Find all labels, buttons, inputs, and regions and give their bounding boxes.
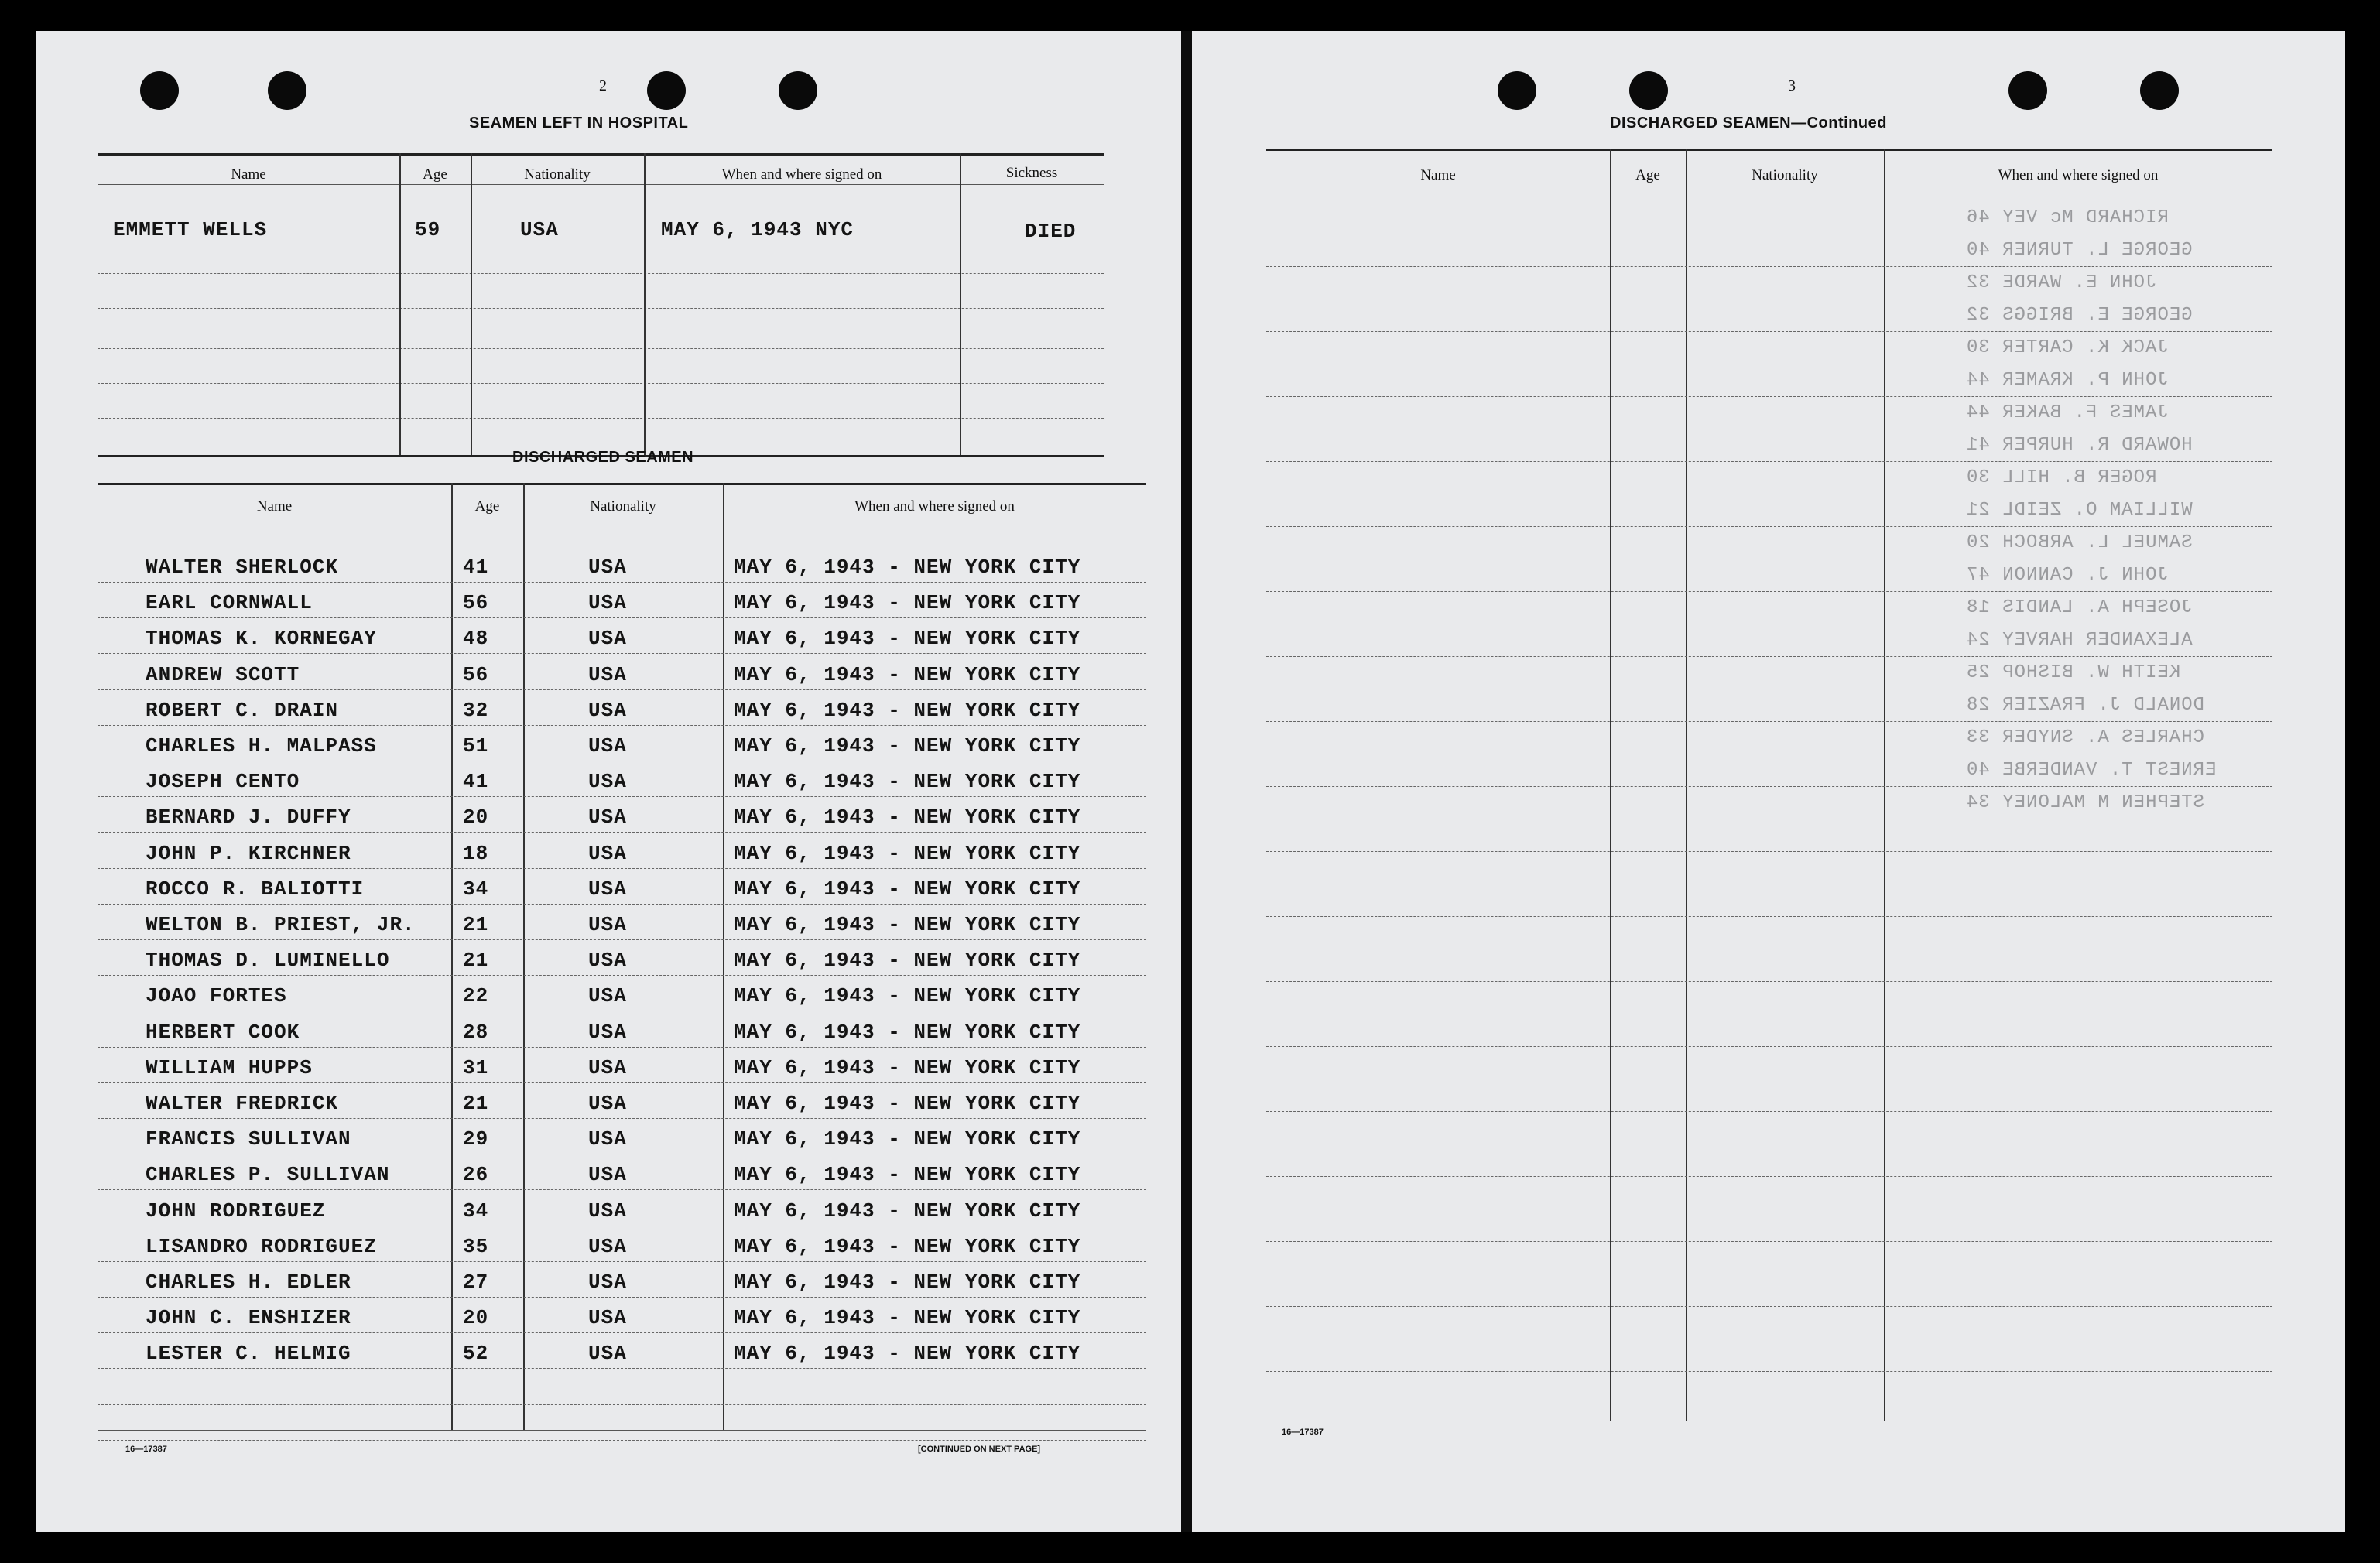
row-line bbox=[98, 689, 1146, 690]
punch-hole bbox=[1498, 71, 1536, 110]
seaman-name: EARL CORNWALL bbox=[146, 591, 313, 614]
bleed-through-line: SAMUEL L. ARBOCH 20 bbox=[1966, 532, 2193, 553]
col-divider bbox=[723, 483, 724, 1430]
seaman-nationality: USA bbox=[588, 1306, 627, 1329]
row-line bbox=[1266, 786, 2272, 787]
seaman-signed-on: MAY 6, 1943 - NEW YORK CITY bbox=[734, 1306, 1081, 1329]
seaman-signed-on: MAY 6, 1943 - NEW YORK CITY bbox=[734, 627, 1081, 650]
bleed-through-line: JACK K. CARTER 30 bbox=[1966, 337, 2169, 358]
punch-hole bbox=[268, 71, 306, 110]
seaman-age: 41 bbox=[463, 770, 489, 793]
col-divider bbox=[1884, 149, 1885, 1421]
bleed-through-line: ALEXANDER HARVEY 24 bbox=[1966, 630, 2193, 651]
row-line bbox=[98, 273, 1104, 274]
col-divider bbox=[523, 483, 525, 1430]
row-line bbox=[98, 1047, 1146, 1048]
seaman-name: BERNARD J. DUFFY bbox=[146, 805, 351, 829]
continued-section-title bbox=[1610, 115, 1887, 132]
right-page bbox=[1192, 31, 2345, 1532]
seaman-nationality: USA bbox=[588, 1056, 627, 1079]
table-rule bbox=[98, 483, 1146, 485]
row-line bbox=[98, 1440, 1146, 1441]
title-main: DISCHARGED SEAMEN bbox=[1610, 115, 1792, 132]
seaman-age: 56 bbox=[463, 663, 489, 686]
row-line bbox=[1266, 1176, 2272, 1177]
seaman-signed-on: MAY 6, 1943 - NEW YORK CITY bbox=[734, 805, 1081, 829]
seaman-name: JOHN C. ENSHIZER bbox=[146, 1306, 351, 1329]
row-line bbox=[1266, 1111, 2272, 1112]
col-header-nationality: Nationality bbox=[1752, 167, 1818, 183]
seaman-nationality: USA bbox=[588, 663, 627, 686]
seaman-signed-on: MAY 6, 1943 - NEW YORK CITY bbox=[734, 734, 1081, 758]
seaman-age: 41 bbox=[463, 556, 489, 579]
seaman-nationality: USA bbox=[588, 842, 627, 865]
col-divider bbox=[644, 153, 646, 455]
col-divider bbox=[1610, 149, 1611, 1421]
seaman-signed-on: MAY 6, 1943 - NEW YORK CITY bbox=[734, 842, 1081, 865]
row-line bbox=[98, 582, 1146, 583]
bleed-through-line: DONALD J. FRAZIER 28 bbox=[1966, 695, 2205, 716]
seaman-age: 21 bbox=[463, 949, 489, 972]
row-line bbox=[98, 308, 1104, 309]
seaman-nationality: USA bbox=[588, 1163, 627, 1186]
bleed-through-line: STEPHEN M MALONEY 34 bbox=[1966, 792, 2205, 813]
bleed-through-line: CHARLES A. SNYDER 33 bbox=[1966, 727, 2205, 748]
bleed-through-line: JOSEPH A. LANDIS 18 bbox=[1966, 597, 2193, 618]
row-line bbox=[98, 939, 1146, 940]
seaman-age: 21 bbox=[463, 1092, 489, 1115]
seaman-age: 22 bbox=[463, 984, 489, 1007]
seaman-nationality: USA bbox=[588, 913, 627, 936]
hospital-age: 59 bbox=[415, 218, 441, 241]
seaman-age: 48 bbox=[463, 627, 489, 650]
row-line bbox=[98, 1297, 1146, 1298]
seaman-name: ANDREW SCOTT bbox=[146, 663, 300, 686]
discharged-section-title: DISCHARGED SEAMEN bbox=[512, 449, 694, 466]
col-header-sickness: Sickness bbox=[1005, 165, 1058, 181]
row-line bbox=[98, 975, 1146, 976]
seaman-signed-on: MAY 6, 1943 - NEW YORK CITY bbox=[734, 591, 1081, 614]
punch-hole bbox=[2140, 71, 2179, 110]
col-header-signed-on: When and where signed on bbox=[854, 498, 1015, 515]
punch-hole bbox=[140, 71, 179, 110]
seaman-signed-on: MAY 6, 1943 - NEW YORK CITY bbox=[734, 663, 1081, 686]
row-line bbox=[1266, 981, 2272, 982]
row-line bbox=[98, 1189, 1146, 1190]
col-header-name: Name bbox=[1420, 167, 1456, 183]
row-line bbox=[98, 832, 1146, 833]
seaman-age: 27 bbox=[463, 1271, 489, 1294]
seaman-name: THOMAS K. KORNEGAY bbox=[146, 627, 377, 650]
seaman-age: 34 bbox=[463, 1199, 489, 1223]
punch-hole bbox=[647, 71, 686, 110]
seaman-nationality: USA bbox=[588, 556, 627, 579]
bleed-through-line: KEITH W. BISHOP 25 bbox=[1966, 662, 2181, 683]
seaman-age: 31 bbox=[463, 1056, 489, 1079]
row-line bbox=[98, 796, 1146, 797]
seaman-nationality: USA bbox=[588, 1342, 627, 1365]
seaman-age: 34 bbox=[463, 877, 489, 901]
seaman-signed-on: MAY 6, 1943 - NEW YORK CITY bbox=[734, 1021, 1081, 1044]
seaman-name: CHARLES P. SULLIVAN bbox=[146, 1163, 390, 1186]
row-line bbox=[1266, 591, 2272, 592]
col-header-age: Age bbox=[423, 166, 447, 183]
table-rule bbox=[98, 1430, 1146, 1431]
seaman-name: JOSEPH CENTO bbox=[146, 770, 300, 793]
seaman-signed-on: MAY 6, 1943 - NEW YORK CITY bbox=[734, 1199, 1081, 1223]
row-line bbox=[1266, 721, 2272, 722]
bleed-through-line: JOHN P. KRAMER 44 bbox=[1966, 370, 2169, 391]
seaman-signed-on: MAY 6, 1943 - NEW YORK CITY bbox=[734, 1342, 1081, 1365]
row-line bbox=[98, 1368, 1146, 1369]
row-line bbox=[98, 1332, 1146, 1333]
seaman-name: ROCCO R. BALIOTTI bbox=[146, 877, 365, 901]
seaman-name: LISANDRO RODRIGUEZ bbox=[146, 1235, 377, 1258]
seaman-signed-on: MAY 6, 1943 - NEW YORK CITY bbox=[734, 949, 1081, 972]
row-line bbox=[1266, 1046, 2272, 1047]
bleed-through-line: RICHARD Mc VEY 46 bbox=[1966, 207, 2169, 228]
row-line bbox=[1266, 1371, 2272, 1372]
seaman-nationality: USA bbox=[588, 699, 627, 722]
seaman-name: THOMAS D. LUMINELLO bbox=[146, 949, 390, 972]
col-header-name: Name bbox=[256, 498, 293, 515]
seaman-age: 29 bbox=[463, 1127, 489, 1151]
seaman-name: WALTER SHERLOCK bbox=[146, 556, 339, 579]
form-number: 16—17387 bbox=[1282, 1428, 1324, 1437]
seaman-nationality: USA bbox=[588, 1127, 627, 1151]
row-line bbox=[1266, 916, 2272, 917]
seaman-nationality: USA bbox=[588, 949, 627, 972]
page-number: 3 bbox=[1788, 77, 1796, 94]
row-line bbox=[98, 1082, 1146, 1083]
row-line bbox=[98, 653, 1146, 654]
punch-hole bbox=[779, 71, 817, 110]
hospital-section-title: SEAMEN LEFT IN HOSPITAL bbox=[469, 115, 689, 132]
hospital-name: EMMETT WELLS bbox=[113, 218, 268, 241]
seaman-signed-on: MAY 6, 1943 - NEW YORK CITY bbox=[734, 1056, 1081, 1079]
bleed-through-line: WILLIAM O. ZEIDL 21 bbox=[1966, 500, 2193, 521]
seaman-name: HERBERT COOK bbox=[146, 1021, 300, 1044]
seaman-age: 56 bbox=[463, 591, 489, 614]
seaman-signed-on: MAY 6, 1943 - NEW YORK CITY bbox=[734, 699, 1081, 722]
col-header-age: Age bbox=[1635, 167, 1660, 183]
seaman-age: 18 bbox=[463, 842, 489, 865]
hospital-signed-on: MAY 6, 1943 NYC bbox=[661, 218, 854, 241]
seaman-nationality: USA bbox=[588, 877, 627, 901]
bleed-through-line: HOWARD R. HURPER 41 bbox=[1966, 435, 2193, 456]
row-line bbox=[1266, 396, 2272, 397]
bleed-through-line: ROGER B. HILL 30 bbox=[1966, 467, 2157, 488]
page-number: 2 bbox=[599, 77, 607, 94]
row-line bbox=[98, 617, 1146, 618]
seaman-signed-on: MAY 6, 1943 - NEW YORK CITY bbox=[734, 1163, 1081, 1186]
table-rule bbox=[1266, 149, 2272, 151]
col-header-nationality: Nationality bbox=[524, 166, 591, 183]
seaman-nationality: USA bbox=[588, 984, 627, 1007]
seaman-nationality: USA bbox=[588, 1199, 627, 1223]
seaman-nationality: USA bbox=[588, 627, 627, 650]
continued-note: [CONTINUED ON NEXT PAGE] bbox=[918, 1445, 1041, 1454]
row-line bbox=[98, 1118, 1146, 1119]
page-spine bbox=[1181, 31, 1192, 1532]
bleed-through-line: ERNEST T. VANDERBE 40 bbox=[1966, 760, 2217, 781]
seaman-signed-on: MAY 6, 1943 - NEW YORK CITY bbox=[734, 1092, 1081, 1115]
seaman-age: 52 bbox=[463, 1342, 489, 1365]
seaman-nationality: USA bbox=[588, 1235, 627, 1258]
col-header-age: Age bbox=[474, 498, 500, 515]
row-line bbox=[1266, 526, 2272, 527]
row-line bbox=[1266, 1241, 2272, 1242]
seaman-name: CHARLES H. EDLER bbox=[146, 1271, 351, 1294]
col-divider bbox=[471, 153, 472, 455]
row-line bbox=[98, 1261, 1146, 1262]
seaman-name: WILLIAM HUPPS bbox=[146, 1056, 313, 1079]
row-line bbox=[1266, 461, 2272, 462]
seaman-nationality: USA bbox=[588, 1271, 627, 1294]
row-line bbox=[98, 868, 1146, 869]
seaman-age: 21 bbox=[463, 913, 489, 936]
seaman-nationality: USA bbox=[588, 805, 627, 829]
seaman-signed-on: MAY 6, 1943 - NEW YORK CITY bbox=[734, 556, 1081, 579]
col-divider bbox=[451, 483, 453, 1430]
row-line bbox=[1266, 851, 2272, 852]
seaman-age: 26 bbox=[463, 1163, 489, 1186]
row-line bbox=[1266, 266, 2272, 267]
seaman-signed-on: MAY 6, 1943 - NEW YORK CITY bbox=[734, 770, 1081, 793]
seaman-age: 51 bbox=[463, 734, 489, 758]
seaman-nationality: USA bbox=[588, 770, 627, 793]
col-divider bbox=[960, 153, 961, 455]
row-line bbox=[98, 1404, 1146, 1405]
table-rule bbox=[98, 184, 1104, 185]
col-header-signed-on: When and where signed on bbox=[721, 166, 882, 183]
col-header-name: Name bbox=[231, 166, 266, 183]
hospital-nationality: USA bbox=[520, 218, 559, 241]
seaman-name: WELTON B. PRIEST, JR. bbox=[146, 913, 416, 936]
col-header-signed-on: When and where signed on bbox=[1998, 167, 2159, 183]
bleed-through-line: JAMES F. BAKER 44 bbox=[1966, 402, 2169, 423]
seaman-signed-on: MAY 6, 1943 - NEW YORK CITY bbox=[734, 1127, 1081, 1151]
seaman-age: 20 bbox=[463, 1306, 489, 1329]
seaman-name: JOHN RODRIGUEZ bbox=[146, 1199, 326, 1223]
punch-hole bbox=[1629, 71, 1668, 110]
seaman-nationality: USA bbox=[588, 591, 627, 614]
form-number: 16—17387 bbox=[125, 1445, 167, 1454]
row-line bbox=[98, 348, 1104, 349]
row-line bbox=[1266, 656, 2272, 657]
seaman-age: 28 bbox=[463, 1021, 489, 1044]
bleed-through-line: GEORGE E. BRIGGS 32 bbox=[1966, 305, 2193, 326]
title-continued: —Continued bbox=[1791, 115, 1887, 132]
row-line bbox=[98, 904, 1146, 905]
seaman-signed-on: MAY 6, 1943 - NEW YORK CITY bbox=[734, 1271, 1081, 1294]
seaman-name: FRANCIS SULLIVAN bbox=[146, 1127, 351, 1151]
col-divider bbox=[399, 153, 401, 455]
seaman-nationality: USA bbox=[588, 1092, 627, 1115]
seaman-age: 32 bbox=[463, 699, 489, 722]
table-rule bbox=[98, 153, 1104, 156]
row-line bbox=[98, 725, 1146, 726]
seaman-signed-on: MAY 6, 1943 - NEW YORK CITY bbox=[734, 1235, 1081, 1258]
seaman-name: WALTER FREDRICK bbox=[146, 1092, 339, 1115]
row-line bbox=[1266, 331, 2272, 332]
bleed-through-line: GEORGE L. TURNER 40 bbox=[1966, 240, 2193, 261]
seaman-name: LESTER C. HELMIG bbox=[146, 1342, 351, 1365]
bleed-through-line: JOHN E. WARDE 32 bbox=[1966, 272, 2157, 293]
seaman-name: JOAO FORTES bbox=[146, 984, 287, 1007]
col-header-nationality: Nationality bbox=[590, 498, 656, 515]
seaman-name: JOHN P. KIRCHNER bbox=[146, 842, 351, 865]
col-divider bbox=[1686, 149, 1687, 1421]
left-page bbox=[36, 31, 1181, 1532]
seaman-name: CHARLES H. MALPASS bbox=[146, 734, 377, 758]
hospital-sickness: DIED bbox=[1025, 220, 1077, 243]
seaman-signed-on: MAY 6, 1943 - NEW YORK CITY bbox=[734, 913, 1081, 936]
row-line bbox=[98, 383, 1104, 384]
row-line bbox=[1266, 1306, 2272, 1307]
bleed-through-line: JOHN J. CANNON 47 bbox=[1966, 565, 2169, 586]
seaman-nationality: USA bbox=[588, 1021, 627, 1044]
seaman-name: ROBERT C. DRAIN bbox=[146, 699, 339, 722]
seaman-age: 20 bbox=[463, 805, 489, 829]
seaman-age: 35 bbox=[463, 1235, 489, 1258]
row-line bbox=[98, 418, 1104, 419]
seaman-signed-on: MAY 6, 1943 - NEW YORK CITY bbox=[734, 984, 1081, 1007]
seaman-signed-on: MAY 6, 1943 - NEW YORK CITY bbox=[734, 877, 1081, 901]
seaman-nationality: USA bbox=[588, 734, 627, 758]
punch-hole bbox=[2008, 71, 2047, 110]
